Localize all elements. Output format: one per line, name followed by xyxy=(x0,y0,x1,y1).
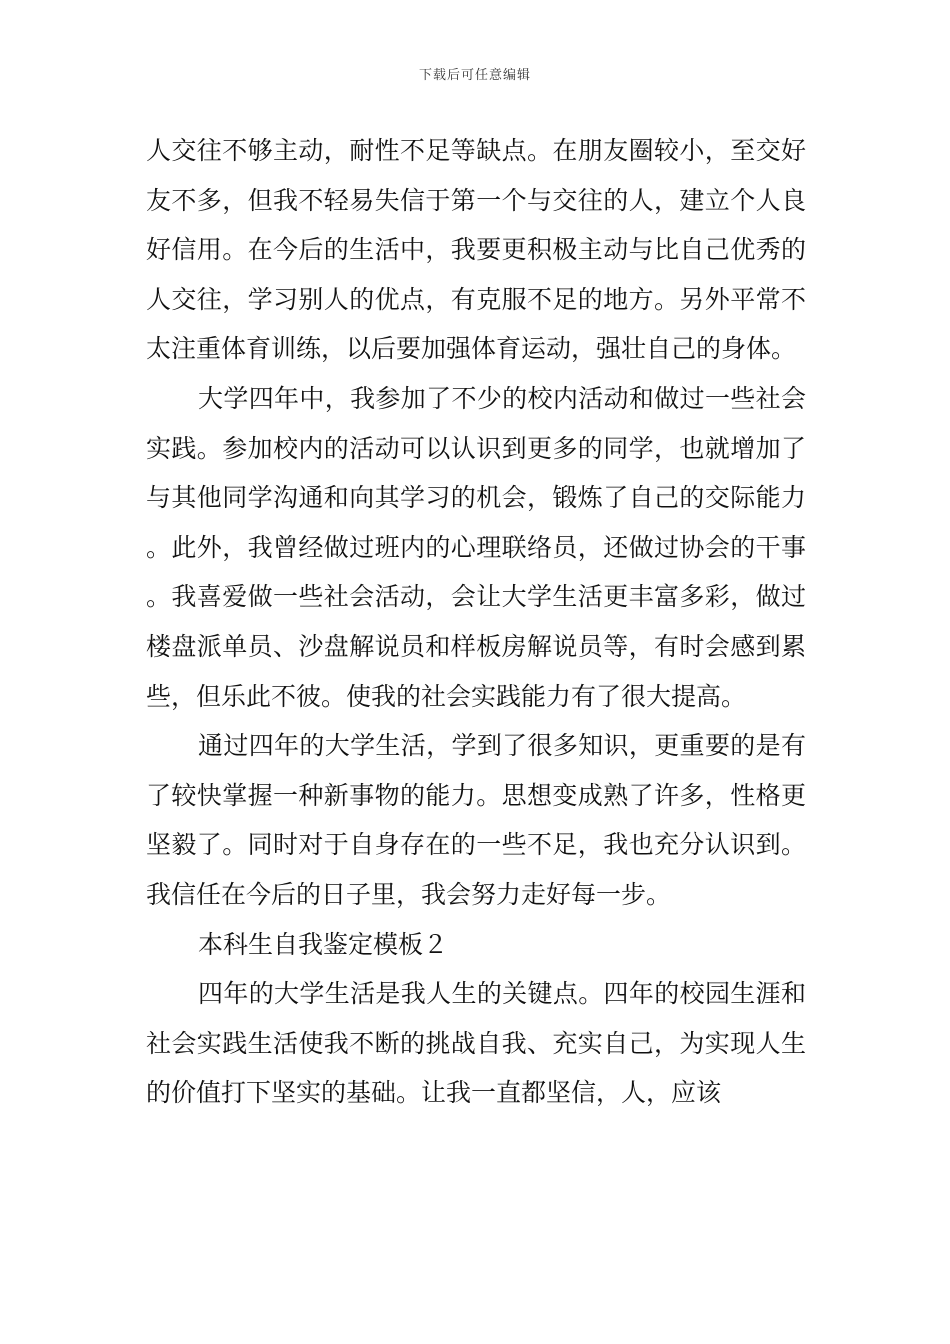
paragraph-activities: 大学四年中，我参加了不少的校内活动和做过一些社会实践。参加校内的活动可以认识到更多的同学，也就增加了与其他同学沟通和向其学习的机会，锻炼了自己的交际能力。此外，我曾经做过班内的心理联络员，还做过协会的干事。我喜爱做一些社会活动，会让大学生活更丰富多彩，做过楼盘派单员、沙盘解说员和样板房解说员等，有时会感到累些，但乐此不彼。使我的社会实践能力有了很大提高。 xyxy=(146,383,806,711)
document-body xyxy=(146,126,806,1118)
paragraph-continued: 人交往不够主动，耐性不足等缺点。在朋友圈较小，至交好友不多，但我不轻易失信于第一个与交往的人，建立个人良好信用。在今后的生活中，我要更积极主动与比自己优秀的人交往，学习别人的优点，有克服不足的地方。另外平常不太注重体育训练，以后要加强体育运动，强壮自己的身体。 xyxy=(146,136,806,364)
paragraph-summary: 通过四年的大学生活，学到了很多知识，更重要的是有了较快掌握一种新事物的能力。思想变成熟了许多，性格更坚毅了。同时对于自身存在的一些不足，我也充分认识到。我信任在今后的日子里，我会努力走好每一步。 xyxy=(146,731,806,909)
page-header: 下载后可任意编辑 xyxy=(418,68,531,83)
section-heading: 本科生自我鉴定模板２ xyxy=(198,929,449,959)
paragraph-template-2: 四年的大学生活是我人生的关键点。四年的校园生涯和社会实践生活使我不断的挑战自我、充实自己，为实现人生的价值打下坚实的基础。让我一直都坚信，人，应该 xyxy=(146,979,806,1108)
